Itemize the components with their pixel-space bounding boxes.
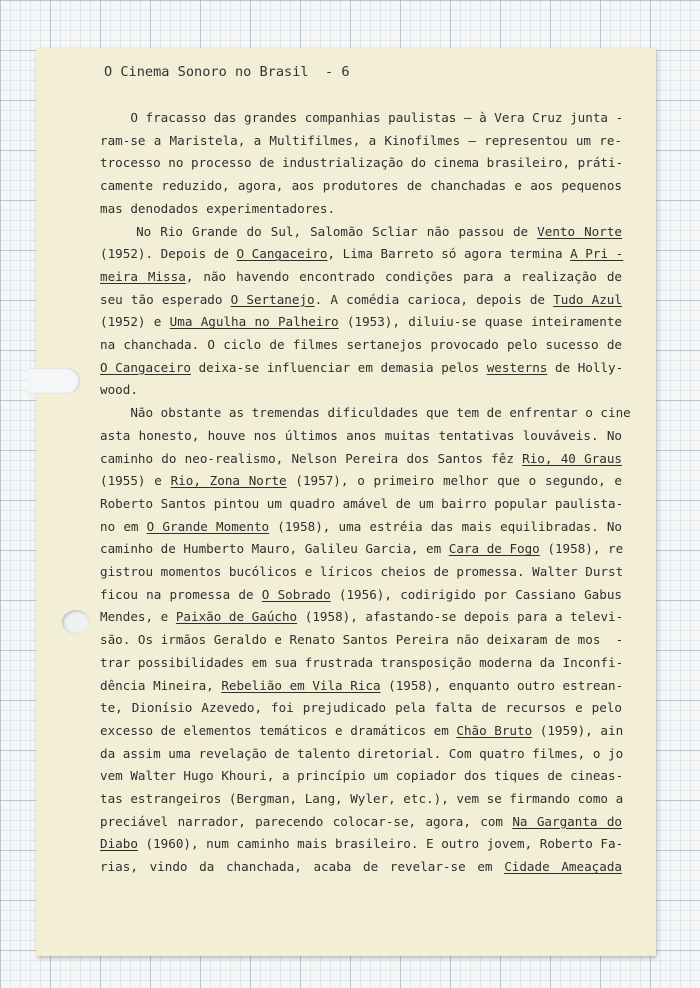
text-segment: vem Walter Hugo Khouri, a princípio um copiador dos tiques de cineas- <box>100 768 624 784</box>
text-line <box>100 337 622 353</box>
underlined-title: O Grande Momento <box>146 518 270 534</box>
text-segment: No Rio Grande do Sul, Salomão Scliar não passou de <box>100 223 538 239</box>
text-segment: seu tão esperado <box>100 291 231 307</box>
text-segment: (1957), o primeiro melhor que o segundo, e <box>286 473 622 489</box>
underlined-title: Chão Bruto <box>456 722 533 738</box>
text-segment: camente reduzido, agora, aos produtores de chanchadas e aos pequenos <box>100 178 622 194</box>
text-line <box>100 859 622 875</box>
text-segment: , não havendo encontrado condições para a realização de <box>185 268 623 284</box>
text-line <box>100 224 622 240</box>
text-line <box>100 768 622 784</box>
text-line <box>100 496 622 512</box>
text-line <box>100 632 622 648</box>
text-segment: wood. <box>100 382 138 398</box>
text-segment: excesso de elementos temáticos e dramáticos em <box>100 722 457 738</box>
text-line <box>100 155 622 171</box>
text-line <box>100 723 622 739</box>
underlined-title: A Pri - <box>570 246 624 262</box>
text-segment: (1955) e <box>100 473 171 489</box>
underlined-title: O Cangaceiro <box>236 246 328 262</box>
text-segment: asta honesto, houve nos últimos anos muitas tentativas louváveis. No <box>100 427 622 443</box>
text-line <box>100 700 622 716</box>
text-segment: na chanchada. O ciclo de filmes sertanejos provocado pelo sucesso de <box>100 337 622 352</box>
text-segment: dência Mineira, <box>100 677 222 693</box>
underlined-title: meira Missa <box>100 268 186 284</box>
text-segment: de Holly- <box>547 359 624 375</box>
text-line <box>100 519 622 535</box>
text-line <box>100 133 622 149</box>
underlined-title: Na Garganta do <box>512 813 622 829</box>
text-line <box>100 382 622 398</box>
underlined-title: Vento Norte <box>537 223 622 239</box>
text-segment: rias, vindo da chanchada, acaba de revelar-se em <box>100 859 505 875</box>
text-segment: (1958), enquanto outro estrean- <box>380 677 624 693</box>
torn-notch <box>28 368 80 394</box>
underlined-title: Cidade Ameaçada <box>504 859 623 875</box>
text-segment: deixa-se influenciar em demasia pelos <box>191 359 487 375</box>
text-segment: trocesso no processo de industrialização do cinema brasileiro, práti- <box>100 155 624 171</box>
text-segment: (1959), ain <box>532 722 624 738</box>
underlined-title: O Cangaceiro <box>100 359 191 375</box>
underlined-title: O Sertanejo <box>230 291 315 307</box>
text-segment: (1960), num caminho mais brasileiro. E outro jovem, Roberto Fa- <box>137 836 624 852</box>
text-segment: gistrou momentos bucólicos e líricos cheios de promessa. Walter Durst <box>100 564 624 579</box>
underlined-title: Uma Agulha no Palheiro <box>169 314 339 330</box>
text-line <box>100 564 622 580</box>
text-segment: (1958), uma estréia das mais equilibradas. No <box>269 518 622 534</box>
text-line <box>100 428 622 444</box>
text-line <box>100 836 622 852</box>
text-segment: caminho do neo-realismo, Nelson Pereira dos Santos fêz <box>100 450 523 466</box>
text-segment: mas denodados experimentadores. <box>100 200 336 216</box>
text-line <box>100 110 622 126</box>
text-line <box>100 609 622 625</box>
text-segment: (1952). Depois de <box>100 246 237 262</box>
text-line <box>100 746 622 762</box>
underlined-title: Rio, Zona Norte <box>170 473 287 489</box>
text-line <box>100 678 622 694</box>
text-segment: ram-se a Maristela, a Multifilmes, a Kinofilmes — representou um re- <box>100 132 622 148</box>
underlined-title: O Sobrado <box>261 586 331 602</box>
text-line <box>100 292 622 308</box>
text-line <box>100 791 622 807</box>
text-segment: (1958), re <box>539 541 624 557</box>
text-line <box>100 269 622 285</box>
text-segment: Roberto Santos pintou um quadro amável de um bairro popular paulista- <box>100 495 624 511</box>
punch-hole <box>62 610 90 634</box>
text-line <box>100 201 622 217</box>
text-line <box>100 451 622 467</box>
text-line <box>100 541 622 557</box>
text-segment: te, Dionísio Azevedo, foi prejudicado pela falta de recursos e pelo <box>100 700 622 716</box>
text-line <box>100 405 631 421</box>
underlined-title: Rebelião em Vila Rica <box>221 677 381 693</box>
text-segment: , Lima Barreto só agora termina <box>327 246 571 262</box>
text-segment: preciável narrador, parecendo colocar-se, agora, com <box>100 813 513 829</box>
text-line <box>100 655 622 671</box>
text-segment: (1956), codirigido por Cassiano Gabus <box>330 586 622 602</box>
text-segment: ficou na promessa de <box>100 586 262 602</box>
text-segment: (1952) e <box>100 314 170 330</box>
text-segment: O fracasso das grandes companhias paulistas — à Vera Cruz junta - <box>100 110 624 125</box>
underlined-title: Rio, 40 Graus <box>522 450 622 466</box>
text-line <box>100 360 622 376</box>
text-segment: . A comédia carioca, depois de <box>314 291 554 307</box>
text-line <box>100 473 622 489</box>
text-line <box>100 246 622 262</box>
underlined-title: Paixão de Gaúcho <box>175 609 298 625</box>
underlined-title: Diabo <box>100 836 138 852</box>
text-segment: tas estrangeiros (Bergman, Lang, Wyler, etc.), vem se firmando como a <box>100 791 624 806</box>
text-segment: são. Os irmãos Geraldo e Renato Santos Pereira não deixaram de mos - <box>100 632 624 648</box>
text-segment: da assim uma revelação de talento diretorial. Com quatro filmes, o jo <box>100 745 624 761</box>
text-line <box>100 814 622 830</box>
underlined-title: Cara de Fogo <box>448 541 540 557</box>
text-segment: Mendes, e <box>100 609 176 625</box>
text-line <box>100 314 622 330</box>
text-segment: no em <box>100 518 147 534</box>
text-line <box>100 178 622 194</box>
text-segment: (1953), diluiu-se quase inteiramente <box>338 314 622 330</box>
underlined-title: westerns <box>486 359 548 375</box>
page-header: O Cinema Sonoro no Brasil - 6 <box>104 64 350 80</box>
text-segment: trar possibilidades em sua frustrada transposição moderna da Inconfi- <box>100 654 624 670</box>
text-segment: Não obstante as tremendas dificuldades que tem de enfrentar o cine <box>100 405 631 421</box>
text-segment: (1958), afastando-se depois para a televi- <box>297 609 624 625</box>
underlined-title: Tudo Azul <box>553 291 622 307</box>
text-segment: caminho de Humberto Mauro, Galileu Garcia, em <box>100 541 449 557</box>
text-line <box>100 587 622 603</box>
